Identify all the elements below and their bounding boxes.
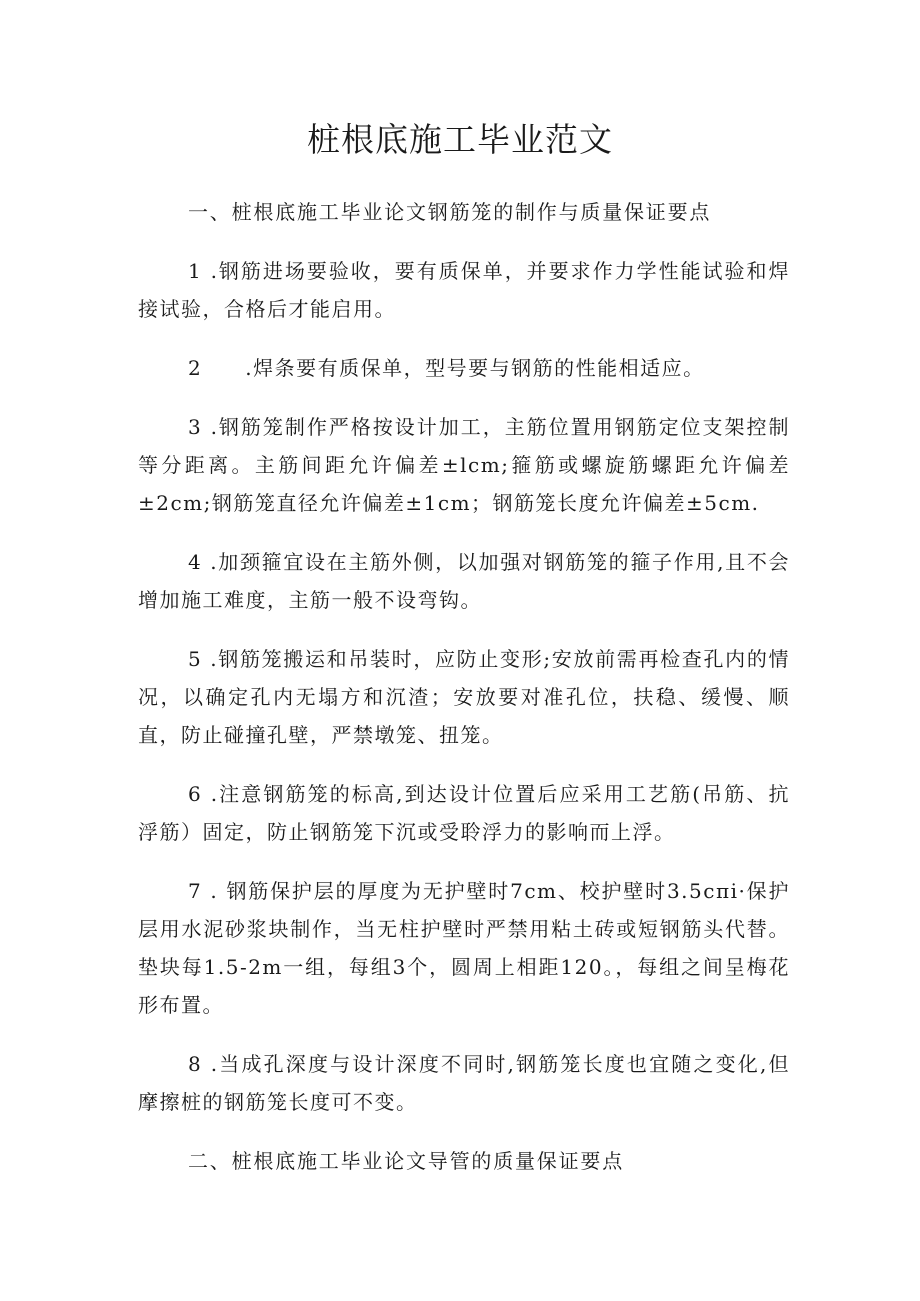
paragraph-item-6: 6 .注意钢筋笼的标高,到达设计位置后应采用工艺筋(吊筋、抗浮筋）固定，防止钢筋笼下沉或受聆浮力的影响而上浮。 bbox=[138, 782, 790, 844]
section-heading-2: 二、桩根底施工毕业论文导管的质量保证要点 bbox=[188, 1149, 624, 1173]
document-title: 桩根底施工毕业范文 bbox=[307, 120, 613, 159]
paragraph-item-2: 2 .焊条要有质保单，型号要与钢筋的性能相适应。 bbox=[188, 356, 705, 380]
paragraph-item-7: 7 . 钢筋保护层的厚度为无护壁时7cm、校护壁时3.5cπi·保护层用水泥砂浆块制作，当无柱护壁时严禁用粘土砖或短钢筋头代替。垫块每1.5-2m一组，每组3个，圆周上相距120。，每组之间呈梅花形布置。 bbox=[138, 879, 790, 1017]
paragraph-item-8: 8 .当成孔深度与设计深度不同时,钢筋笼长度也宜随之变化,但摩擦桩的钢筋笼长度可不变。 bbox=[138, 1052, 790, 1114]
paragraph-item-3: 3 .钢筋笼制作严格按设计加工，主筋位置用钢筋定位支架控制等分距离。主筋间距允许偏差±lcm;箍筋或螺旋筋螺距允许偏差±2cm;钢筋笼直径允许偏差±1cm；钢筋笼长度允许偏差±5cm. bbox=[138, 415, 790, 515]
section-heading-1: 一、桩根底施工毕业论文钢筋笼的制作与质量保证要点 bbox=[188, 200, 712, 224]
paragraph-item-1: 1 .钢筋进场要验收，要有质保单，并要求作力学性能试验和焊接试验，合格后才能启用。 bbox=[138, 259, 790, 321]
paragraph-item-5: 5 .钢筋笼搬运和吊装时，应防止变形;安放前需再检查孔内的情况，以确定孔内无塌方和沉渣；安放要对准孔位，扶稳、缓慢、顺直，防止碰撞孔壁，严禁墩笼、扭笼。 bbox=[138, 647, 790, 747]
document-body bbox=[138, 193, 790, 1180]
paragraph-item-4: 4 .加颈箍宜设在主筋外侧，以加强对钢筋笼的箍子作用,且不会增加施工难度，主筋一般不设弯钩。 bbox=[138, 550, 790, 612]
